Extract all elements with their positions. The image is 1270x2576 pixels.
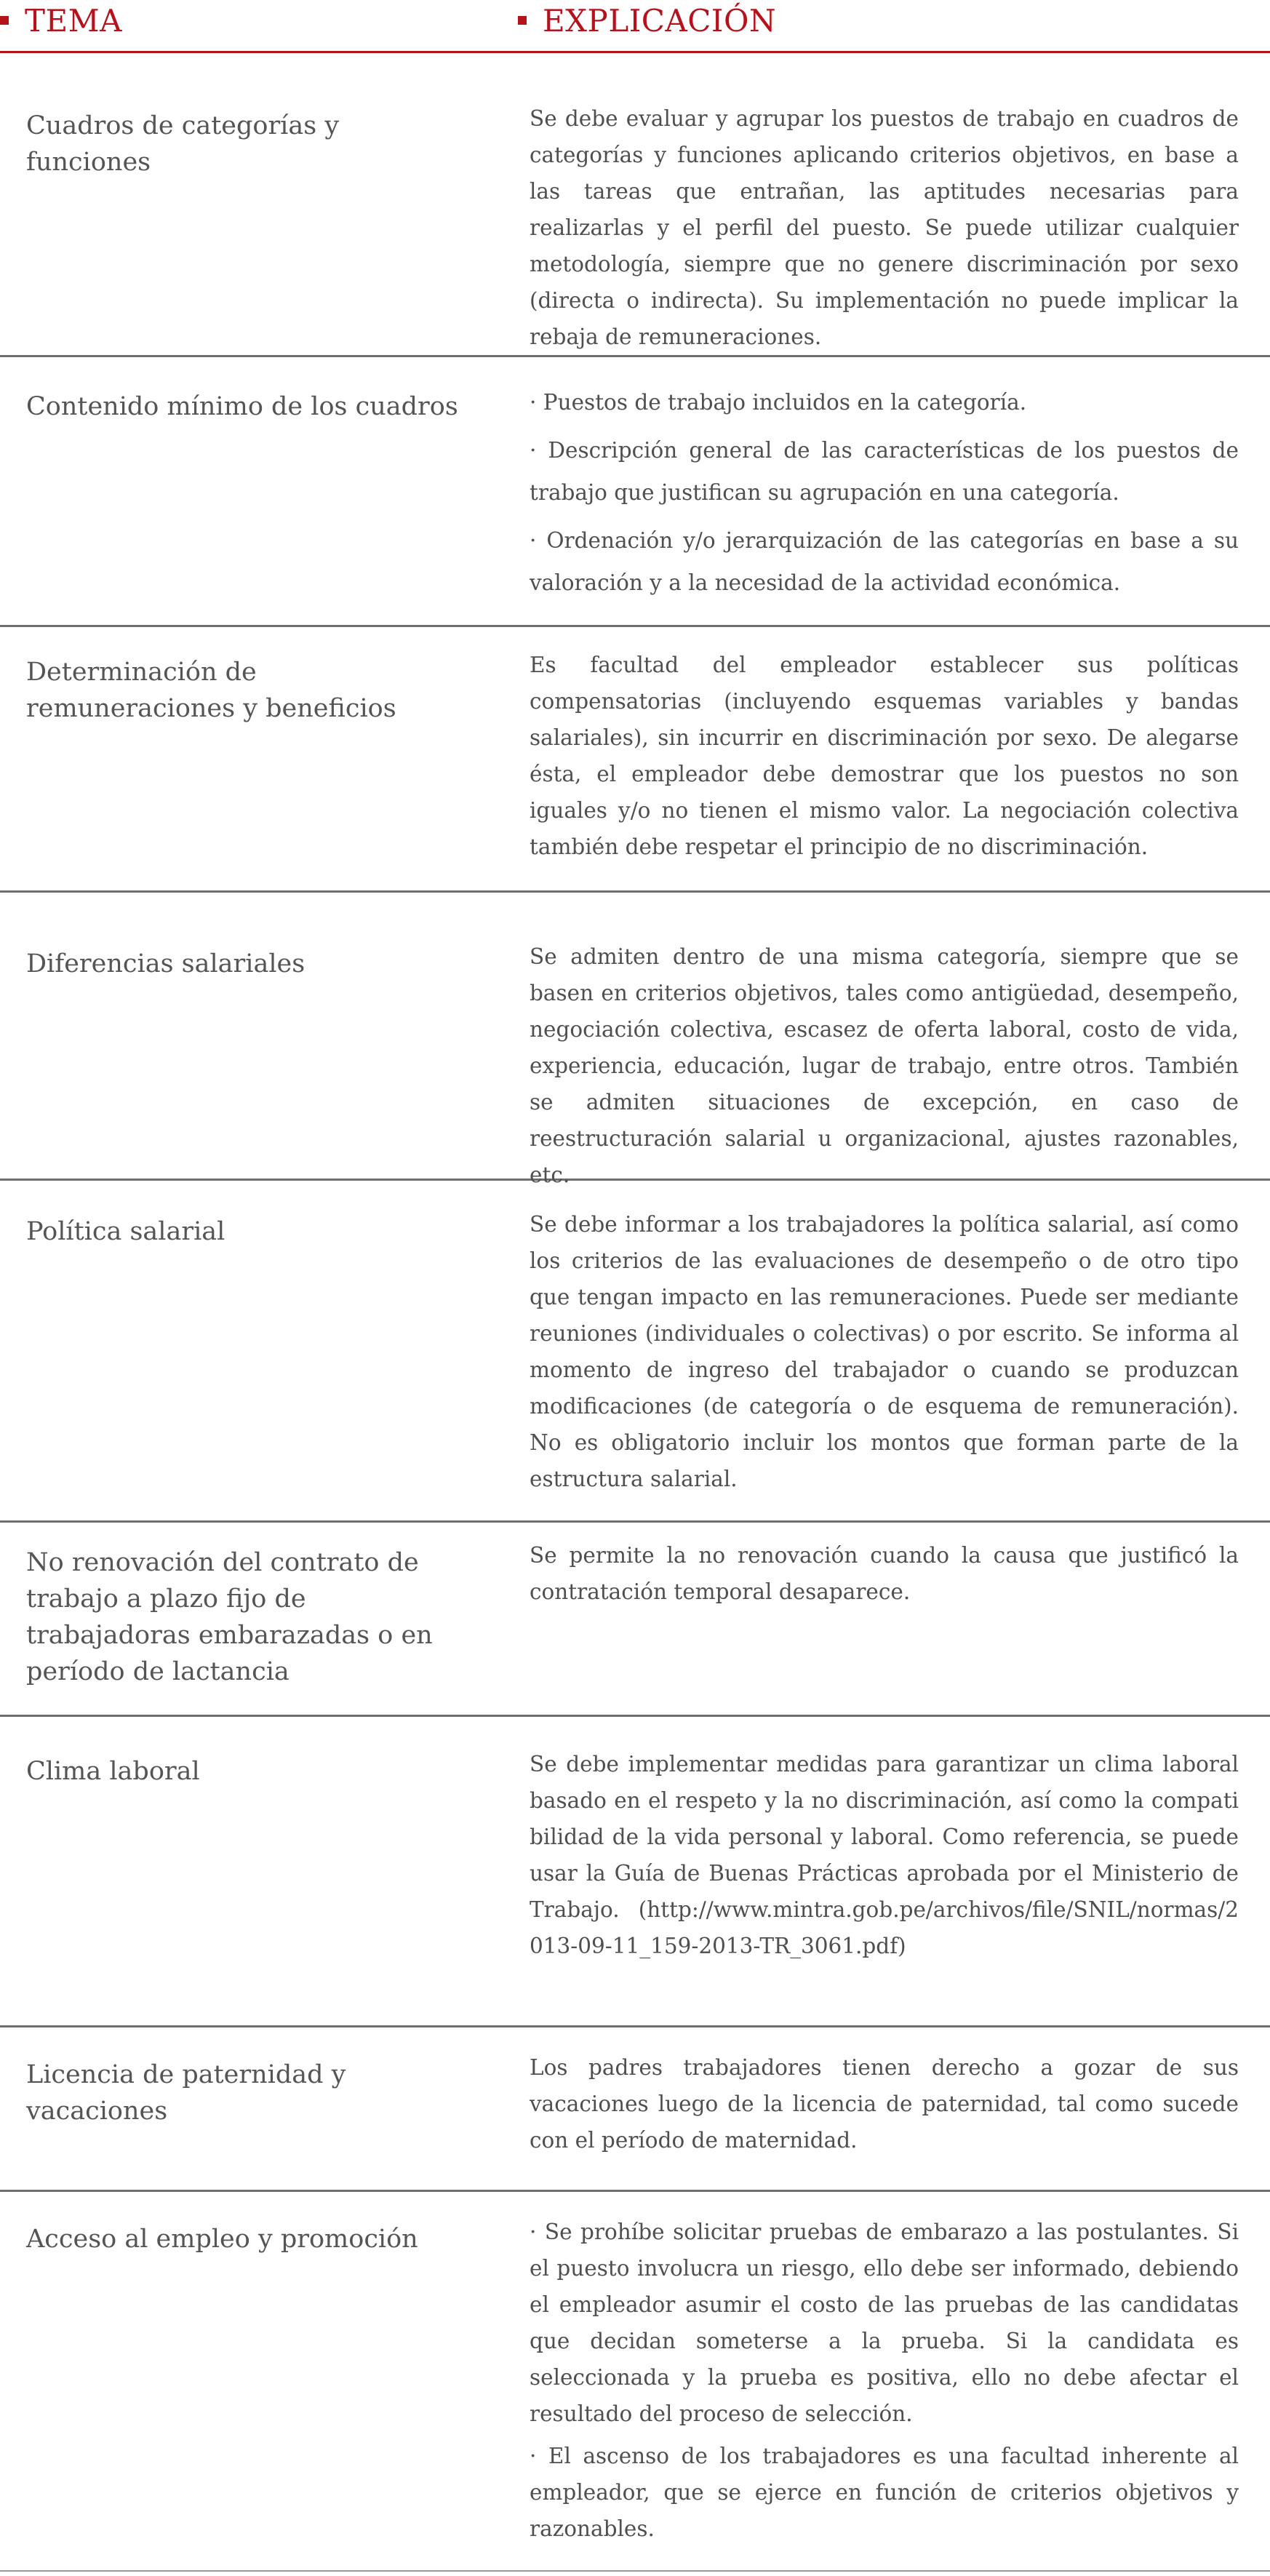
topic-cell: Acceso al empleo y promoción (26, 2225, 418, 2254)
header-explicacion-label: EXPLICACIÓN (543, 2, 777, 39)
explanation-text: Se debe implementar medidas para garantizar un clima laboral basado en el respeto y la no discriminación, así como la compatibilidad de la vida personal y laboral. Como referencia, se puede usar la Guía de Buenas Prácticas aprobada por el Ministerio de Trabajo. (http://www.mintra.gob.pe/archivos/file/SNIL/normas/2013-09-11_159-2013-TR_3061.pdf) (530, 1752, 1239, 1958)
topic-cell: Clima laboral (26, 1757, 200, 1786)
topic-cell: Diferencias salariales (26, 949, 305, 978)
topic-cell: Determinación de remuneraciones y beneficios (26, 658, 396, 723)
square-bullet-icon (518, 16, 527, 25)
explanation-item: · Ordenación y/o jerarquización de las categorías en base a su valoración y a la necesidad de la actividad económica. (530, 528, 1239, 595)
table-row (0, 357, 1270, 627)
explanation-cell (530, 2214, 1239, 2553)
table-row (0, 51, 1270, 357)
explanation-cell (530, 1206, 1239, 1497)
square-bullet-icon (0, 16, 9, 25)
topic-cell: Cuadros de categorías y funciones (26, 111, 340, 177)
explanation-text: Los padres trabajadores tienen derecho a gozar de sus vacaciones luego de la licencia de paternidad, tal como sucede con el período de maternidad. (530, 2055, 1239, 2153)
table-row (0, 893, 1270, 1187)
explanation-item: · Descripción general de las características de los puestos de trabajo que justifican su agrupación en una categoría. (530, 438, 1239, 505)
explanation-item: · Se prohíbe solicitar pruebas de embarazo a las postulantes. Si el puesto involucra un riesgo, ello debe ser informado, debiendo el empleador asumir el costo de las pruebas de las candidatas que decidan someterse a la prueba. Si la candidata es seleccionada y la prueba es positiva, ello no debe afectar el resultado del proceso de selección. (530, 2220, 1239, 2426)
table-row (0, 627, 1270, 893)
table-bottom-divider (0, 2570, 1270, 2572)
explanation-cell (530, 1746, 1239, 1964)
explanation-cell (530, 2049, 1239, 2158)
explanation-text: Es facultad del empleador establecer sus políticas compensatorias (incluyendo esquemas variables y bandas salariales), sin incurrir en discriminación por sexo. De alegarse ésta, el empleador debe demostrar que los puestos no son iguales y/o no tienen el mismo valor. La negociación colectiva también debe respetar el principio de no discriminación. (530, 653, 1239, 859)
explanation-item: · Puestos de trabajo incluidos en la categoría. (530, 390, 1027, 415)
explanation-text: Se admiten dentro de una misma categoría, siempre que se basen en criterios objetivos, tales como antigüedad, desempeño, negociación colectiva, escasez de oferta laboral, costo de vida, experiencia, educación, lugar de trabajo, entre otros. También se admiten situaciones de excepción, en caso de reestructuración salarial u organizacional, ajustes razonables, etc. (530, 944, 1239, 1187)
explanation-cell (530, 100, 1239, 355)
header-tema (0, 0, 122, 41)
header-explicacion (518, 0, 776, 41)
topic-cell: Licencia de paternidad y vacaciones (26, 2060, 346, 2126)
explanation-item: · El ascenso de los trabajadores es una facultad inherente al empleador, que se ejerce en función de criterios objetivos y razonables. (530, 2444, 1239, 2541)
explanation-cell (530, 938, 1239, 1193)
topic-cell: Contenido mínimo de los cuadros (26, 392, 458, 421)
topic-cell: No renovación del contrato de trabajo a plazo fijo de trabajadoras embarazadas o en período de lactancia (26, 1548, 433, 1686)
table-header (0, 0, 1270, 53)
table-row (0, 2027, 1270, 2192)
explanation-text: Se debe evaluar y agrupar los puestos de trabajo en cuadros de categorías y funciones aplicando criterios objetivos, en base a las tareas que entrañan, las aptitudes necesarias para realizarlas y el perfil del puesto. Se puede utilizar cualquier metodología, siempre que no genere discriminación por sexo (directa o indirecta). Su implementación no puede implicar la rebaja de remuneraciones. (530, 106, 1239, 349)
table-row (0, 1523, 1270, 1717)
table-row (0, 2192, 1270, 2567)
explanation-cell (530, 647, 1239, 865)
table-row (0, 1181, 1270, 1523)
explanation-cell (530, 381, 1239, 610)
explanation-text: Se permite la no renovación cuando la causa que justificó la contratación temporal desaparece. (530, 1543, 1239, 1604)
explanation-text: Se debe informar a los trabajadores la política salarial, así como los criterios de las evaluaciones de desempeño o de otro tipo que tengan impacto en las remuneraciones. Puede ser mediante reuniones (individuales o colectivas) o por escrito. Se informa al momento de ingreso del trabajador o cuando se produzcan modificaciones (de categoría o de esquema de remuneración). No es obligatorio incluir los montos que forman parte de la estructura salarial. (530, 1212, 1239, 1491)
header-tema-label: TEMA (25, 2, 123, 39)
explanation-cell (530, 1537, 1239, 1610)
table-row (0, 1717, 1270, 2027)
topic-cell: Política salarial (26, 1217, 225, 1246)
